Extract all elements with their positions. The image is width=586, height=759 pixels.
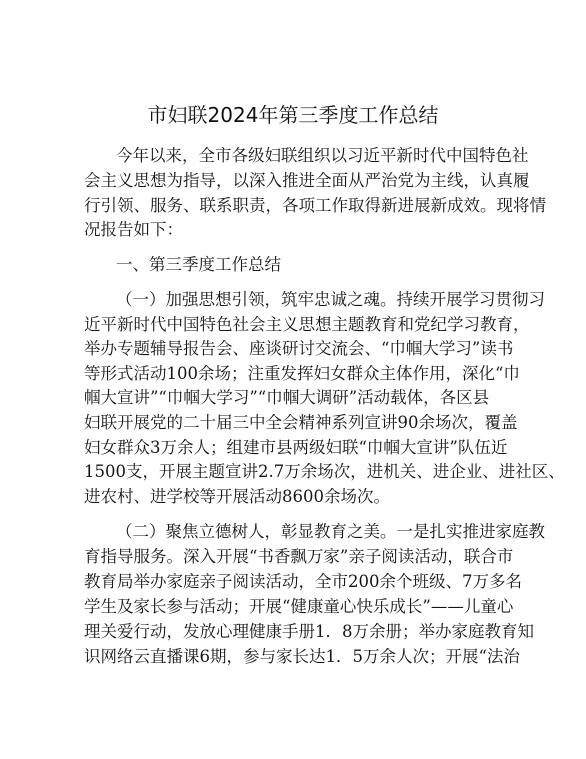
paragraph-line: 况报告如下：	[84, 220, 183, 239]
paragraph-line: 妇联开展党的二十届三中全会精神系列宣讲90余场次，覆盖	[84, 413, 518, 432]
paragraph-line: （二）聚焦立德树人，彰显教育之美。一是扎实推进家庭教	[116, 522, 545, 541]
paragraph-line: 1500支，开展主题宣讲2.7万余场次，进机关、进企业、进社区、	[84, 462, 565, 481]
paragraph-line: 举办专题辅导报告会、座谈研讨交流会、“巾帼大学习”读书	[84, 339, 514, 358]
paragraph-line: 育指导服务。深入开展“书香飘万家”亲子阅读活动，联合市	[84, 547, 514, 566]
document-title: 市妇联2024年第三季度工作总结	[147, 103, 439, 127]
paragraph-line: 等形式活动100余场；注重发挥妇女群众主体作用，深化“巾	[84, 364, 520, 383]
section-heading: 一、第三季度工作总结	[116, 255, 281, 274]
paragraph-line: 近平新时代中国特色社会主义思想主题教育和党纪学习教育，	[84, 315, 530, 334]
paragraph-line: 教育局举办家庭亲子阅读活动，全市200余个班级、7万多名	[84, 572, 522, 591]
paragraph-line: 帼大宣讲”“巾帼大学习”“巾帼大调研”活动载体，各区县	[84, 388, 490, 407]
paragraph-line: 学生及家长参与活动；开展“健康童心快乐成长”——儿童心	[84, 597, 514, 616]
paragraph-line: 进农村、进学校等开展活动8600余场次。	[84, 487, 390, 506]
paragraph-line: 理关爱行动，发放心理健康手册1．8万余册；举办家庭教育知	[84, 622, 534, 641]
paragraph-line: （一）加强思想引领，筑牢忠诚之魂。持续开展学习贯彻习	[116, 290, 545, 309]
paragraph-line: 识网络云直播课6期，参与家长达1．5万余人次；开展“法治	[84, 647, 520, 666]
paragraph-line: 今年以来，全市各级妇联组织以习近平新时代中国特色社	[116, 146, 529, 165]
paragraph-line: 妇女群众3万余人；组建市县两级妇联“巾帼大宣讲”队伍近	[84, 438, 508, 457]
paragraph-line: 会主义思想为指导，以深入推进全面从严治党为主线，认真履	[84, 171, 530, 190]
paragraph-line: 行引领、服务、联系职责，各项工作取得新进展新成效。现将情	[84, 196, 546, 215]
